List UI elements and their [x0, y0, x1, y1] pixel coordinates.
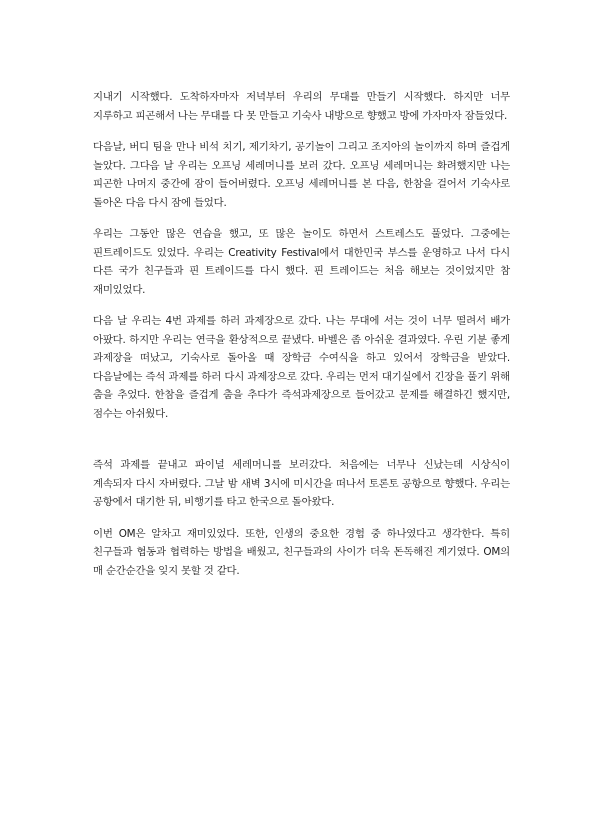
paragraph-1: 지내기 시작했다. 도착하자마자 저녁부터 우리의 무대를 만들기 시작했다. 하지만 너무 지루하고 피곤해서 나는 무대를 다 못 만들고 기숙사 내방으로 향했고 방에 가자마자 잠들었다. [93, 91, 510, 122]
paragraph-4: 다음 날 우리는 4번 과제를 하러 과제장으로 갔다. 나는 무대에 서는 것이 너무 떨려서 배가 아팠다. 하지만 우리는 연극을 환상적으로 끝냈다. 바벨은 좀 아쉬운 결과였다. 우린 기분 좋게 과제장을 떠났고, 기숙사로 돌아올 때 장학금 수여식을 하고 있어서 장학금을 받았다. 다음날에는 즉석 과제를 하러 다시 과제장으로 갔다. 우리는 먼저 대기실에서 긴장을 풀기 위해 춤을 추었다. 한참을 즐겁게 춤을 추다가 즉석과제장으로 들어갔고 문제를 해결하긴 했지만, 점수는 아쉬웠다. [93, 315, 510, 420]
document-body [93, 88, 510, 593]
paragraph-3: 우리는 그동안 많은 연습을 했고, 또 많은 놀이도 하면서 스트레스도 풀었다. 그중에는 핀트레이드도 있었다. 우리는 Creativity Festival에서 대한민국 부스를 운영하고 나서 다시 다른 국가 친구들과 핀 트레이드를 다시 했다. 핀 트레이드는 처음 해보는 것이었지만 참 재미있었다. [93, 228, 510, 296]
paragraph-5: 즉석 과제를 끝내고 파이널 세레머니를 보러갔다. 처음에는 너무나 신났는데 시상식이 계속되자 다시 자버렸다. 그날 밤 새벽 3시에 미시간을 떠나서 토론토 공항으로 향했다. 우리는 공항에서 대기한 뒤, 비행기를 타고 한국으로 돌아왔다. [93, 459, 510, 508]
paragraph-2: 다음날, 버디 팀을 만나 비석 치기, 제기차기, 공기놀이 그리고 조지아의 놀이까지 하며 즐겁게 놀았다. 그다음 날 우리는 오프닝 세레머니를 보러 갔다. 오프닝 세레머니는 화려했지만 나는 피곤한 나머지 중간에 잠이 들어버렸다. 오프닝 세레머니를 본 다음, 한참을 걸어서 기숙사로 돌아온 다음 다시 잠에 들었다. [93, 141, 510, 209]
paragraph-6: 이번 OM은 알차고 재미있었다. 또한, 인생의 중요한 경험 중 하나였다고 생각한다. 특히 친구들과 협동과 협력하는 방법을 배웠고, 친구들과의 사이가 더욱 돈독해진 계기였다. OM의 매 순간순간을 잊지 못할 것 같다. [93, 527, 510, 577]
